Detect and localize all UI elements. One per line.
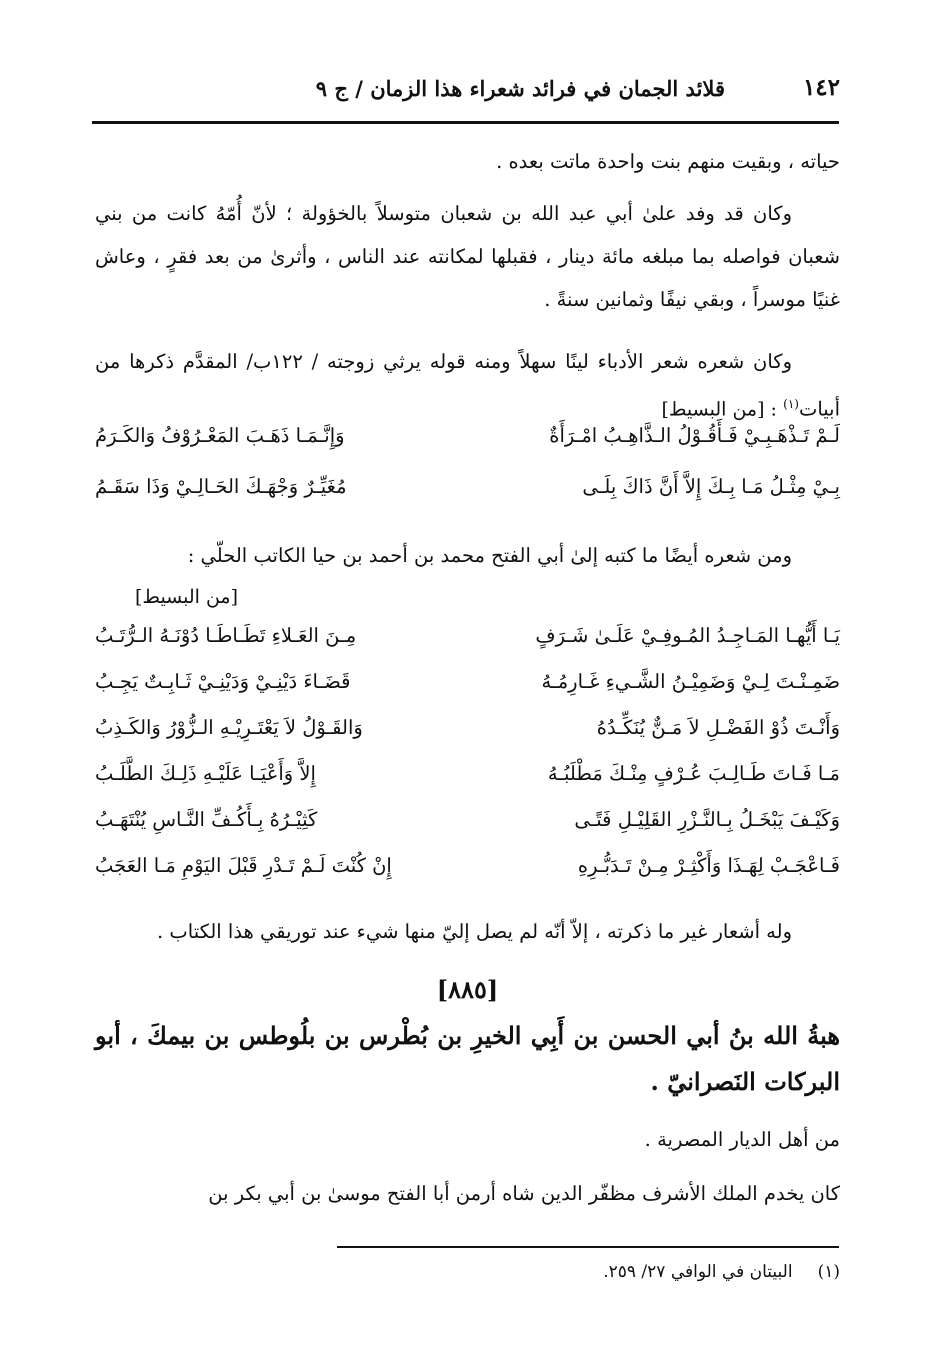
first-hemistich: مَـا فَـاتَ طَـالِـبَ عُـرْفٍ مِنْـكَ مَطْلَبُـهُ xyxy=(547,762,840,785)
footnote-reference[interactable]: (١) xyxy=(783,397,799,411)
first-hemistich: ضَمِـنْـتَ لِـيْ وَضَمِيْـنُ الشَّـيءِ غَـارِمُـهُ xyxy=(541,670,840,693)
verse-row xyxy=(95,716,840,756)
paragraph-3-text: وكان شعره شعر الأدباء لينًا سهلاً ومنه قوله يرثي زوجته / ١٢٢ب/ المقدَّم ذكرها من أبيات xyxy=(95,350,840,421)
second-hemistich: قَضَـاءَ دَيْنِـيْ وَدَيْنِـيْ ثَـابِـتٌ يَجِـبُ xyxy=(95,670,351,693)
running-head xyxy=(95,74,840,108)
second-hemistich: مِـنَ العَـلاءِ تَطَـاطَـا دُوْنَـهُ الـرُّتَـبُ xyxy=(95,624,357,647)
footnote-rule xyxy=(337,1246,839,1248)
first-hemistich: وَكَيْـفَ يَبْخَـلُ بِـالنَّـزْرِ القَلِيْـلِ فَتًـى xyxy=(574,808,840,831)
page-number: ١٤٢ xyxy=(802,74,840,101)
verse-row xyxy=(95,808,840,848)
paragraph-5: وله أشعار غير ما ذكرته ، إلاّ أنّه لم يصل إليّ منها شيء عند توريقي هذا الكتاب . xyxy=(157,920,792,943)
entry-number: [٨٨٥] xyxy=(436,975,499,1004)
footnote-text: البيتان في الوافي ٢٧/ ٢٥٩. xyxy=(603,1262,793,1282)
verse-row xyxy=(95,475,840,515)
first-hemistich: لَـمْ تَـذْهَـبِـيْ فَـأَقُـوْلُ الـذَّاهِـبُ امْـرَأَةٌ xyxy=(549,424,840,447)
paragraph-2: وكان قد وفد علىٰ أبي عبد الله بن شعبان متوسلاً بالخؤولة ؛ لأنّ أُمّهُ كانت من بني شعبان فواصله بما مبلغه مائة دينار ، فقبلها لمكانته عند الناس ، وأثرىٰ من بعد فقرٍ ، وعاش غنيًا موسراً ، وبقي نيفًا وثمانين سنةً . xyxy=(95,202,840,311)
first-hemistich: بِـيْ مِثْـلُ مَـا بِـكَ إِلاَّ أَنَّ ذَاكَ بِلَـى xyxy=(582,475,840,498)
verse-row xyxy=(95,624,840,664)
origin-line: من أهل الديار المصرية . xyxy=(644,1128,840,1151)
last-line: كان يخدم الملك الأشرف مظفّر الدين شاه أرمن أبا الفتح موسىٰ بن أبي بكر بن xyxy=(208,1182,840,1205)
verse-row xyxy=(95,854,840,894)
verse-row xyxy=(95,670,840,710)
second-hemistich: كَثِيْـرُهُ بِـأَكُـفِّ النَّـاسِ يُنْتَهَـبُ xyxy=(95,808,318,831)
second-hemistich: إِنْ كُنْتَ لَـمْ تَـدْرِ قَبْلَ اليَوْمِ مَـا العَجَبُ xyxy=(95,854,392,877)
first-hemistich: وَأَنْـتَ ذُوْ الفَضْـلِ لاَ مَـنٌّ يُنَكِّـدُهُ xyxy=(596,716,840,739)
verse-row xyxy=(95,424,840,464)
entry-title: هبةُ الله بنُ أبي الحسن بن أَبِي الخيرِ بن بُطْرس بن بلُوطس بن بيمكَ ، أبو البركات النَصرانيّ . xyxy=(95,1021,840,1096)
paragraph-4: ومن شعره أيضًا ما كتبه إلىٰ أبي الفتح محمد بن أحمد بن حيا الكاتب الحلّي : xyxy=(187,544,792,567)
second-hemistich: وَالقَـوْلُ لاَ يَعْتَـرِيْـهِ الـزُّوْرُ وَالكَـذِبُ xyxy=(95,716,363,739)
first-hemistich: فَـاعْجَـبْ لِهَـذَا وَأَكْثِـرْ مِـنْ تَـدَبُّـرِهِ xyxy=(577,854,840,877)
second-hemistich: إِلاَّ وَأَعْيَـا عَلَيْـهِ ذَلِـكَ الطَّلَـبُ xyxy=(95,762,316,785)
footnote xyxy=(95,1262,840,1282)
header-rule xyxy=(92,121,839,124)
book-title: قلائد الجمان في فرائد شعراء هذا الزمان / ج ٩ xyxy=(315,76,725,101)
meter-label-1: : [من البسيط] xyxy=(661,398,777,421)
second-hemistich: وَإِنَّـمَـا ذَهَـبَ المَعْـرُوْفُ وَالكَـرَمُ xyxy=(95,424,345,447)
footnote-mark: (١) xyxy=(817,1262,840,1282)
verse-row xyxy=(95,762,840,802)
paragraph-1: حياته ، وبقيت منهم بنت واحدة ماتت بعده . xyxy=(496,150,840,173)
second-hemistich: مُغَيِّـرٌ وَجْهَـكَ الحَـالِـيْ وَذَا سَقَـمُ xyxy=(95,475,347,498)
meter-label-2: [من البسيط] xyxy=(135,586,239,608)
first-hemistich: يَـا أَيُّهـا المَـاجِـدُ المُـوفِـيْ عَلَـىٰ شَـرَفٍ xyxy=(535,624,840,647)
paragraph-3 xyxy=(95,340,840,432)
